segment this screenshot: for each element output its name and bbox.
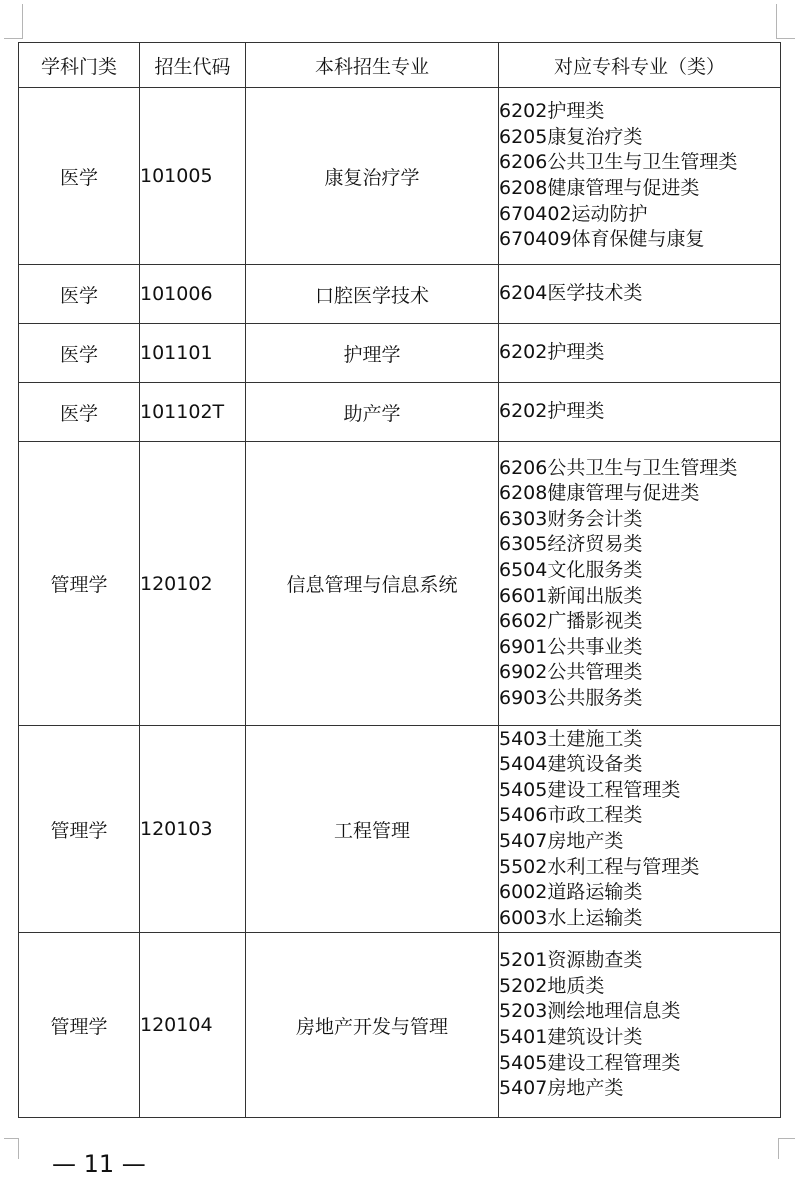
related-item: 6504文化服务类: [499, 558, 643, 581]
header-related: 对应专科专业（类）: [499, 43, 781, 88]
cell-category: 医学: [19, 324, 140, 383]
cell-major: 助产学: [246, 383, 499, 442]
cell-code: 101102T: [140, 383, 246, 442]
related-item: 5203测绘地理信息类: [499, 1000, 681, 1023]
cell-related: [499, 324, 781, 383]
cell-code: 120103: [140, 726, 246, 933]
cell-related: [499, 88, 781, 265]
table-row: [19, 324, 781, 383]
cell-category: 管理学: [19, 442, 140, 726]
header-major: 本科招生专业: [246, 43, 499, 88]
cell-related: [499, 726, 781, 933]
header-code: 招生代码: [140, 43, 246, 88]
crop-mark-bottom-left: [4, 1138, 19, 1159]
related-item: 6206公共卫生与卫生管理类: [499, 151, 738, 174]
related-item: 6202护理类: [499, 341, 605, 364]
related-item: 5403土建施工类: [499, 727, 643, 750]
related-item: 5201资源勘查类: [499, 949, 643, 972]
related-item: 670402运动防护: [499, 202, 648, 225]
related-item: 6204医学技术类: [499, 282, 643, 305]
related-item: 5401建筑设计类: [499, 1026, 643, 1048]
table-row: [19, 726, 781, 933]
table-row: [19, 383, 781, 442]
crop-mark-top-left: [4, 4, 23, 39]
related-item: 6206公共卫生与卫生管理类: [499, 456, 738, 479]
related-item: 6903公共服务类: [499, 686, 643, 709]
cell-code: 120104: [140, 933, 246, 1118]
cell-related: [499, 265, 781, 324]
cell-major: 信息管理与信息系统: [246, 442, 499, 726]
cell-major: 房地产开发与管理: [246, 933, 499, 1118]
cell-major: 工程管理: [246, 726, 499, 933]
related-item: 6003水上运输类: [499, 906, 643, 929]
related-item: 5406市政工程类: [499, 804, 643, 827]
related-item: 6205康复治疗类: [499, 125, 643, 148]
related-item: 6303财务会计类: [499, 507, 643, 530]
major-mapping-table: [18, 42, 781, 1118]
related-item: 6902公共管理类: [499, 661, 643, 684]
related-item: 6601新闻出版类: [499, 584, 643, 607]
related-item: 6602广播影视类: [499, 610, 643, 633]
related-item: 6208健康管理与促进类: [499, 177, 700, 199]
table-row: [19, 265, 781, 324]
cell-related: [499, 442, 781, 726]
cell-major: 护理学: [246, 324, 499, 383]
related-item: 5404建筑设备类: [499, 753, 643, 776]
related-item: 5202地质类: [499, 974, 605, 997]
cell-category: 医学: [19, 265, 140, 324]
related-item: 6202护理类: [499, 400, 605, 423]
cell-code: 120102: [140, 442, 246, 726]
cell-major: 口腔医学技术: [246, 265, 499, 324]
related-item: 6305经济贸易类: [499, 533, 643, 556]
cell-category: 管理学: [19, 933, 140, 1118]
related-item: 5405建设工程管理类: [499, 778, 681, 801]
cell-major: 康复治疗学: [246, 88, 499, 265]
cell-category: 医学: [19, 383, 140, 442]
related-item: 670409体育保健与康复: [499, 228, 705, 251]
related-item: 5407房地产类: [499, 1077, 624, 1100]
page-number: — 11 —: [52, 1150, 146, 1178]
related-item: 5502水利工程与管理类: [499, 855, 700, 878]
cell-category: 管理学: [19, 726, 140, 933]
crop-mark-bottom-right: [778, 1138, 795, 1159]
related-item: 5407房地产类: [499, 830, 624, 852]
table-row: [19, 88, 781, 265]
crop-mark-top-right: [776, 4, 795, 39]
related-item: 6208健康管理与促进类: [499, 482, 700, 505]
table-header-row: [19, 43, 781, 88]
cell-code: 101101: [140, 324, 246, 383]
table-row: [19, 442, 781, 726]
header-category: 学科门类: [19, 43, 140, 88]
cell-related: [499, 383, 781, 442]
cell-category: 医学: [19, 88, 140, 265]
related-item: 5405建设工程管理类: [499, 1051, 681, 1074]
related-item: 6002道路运输类: [499, 881, 643, 904]
cell-code: 101006: [140, 265, 246, 324]
table-row: [19, 933, 781, 1118]
cell-code: 101005: [140, 88, 246, 265]
cell-related: [499, 933, 781, 1118]
related-item: 6901公共事业类: [499, 635, 643, 658]
related-item: 6202护理类: [499, 100, 605, 123]
